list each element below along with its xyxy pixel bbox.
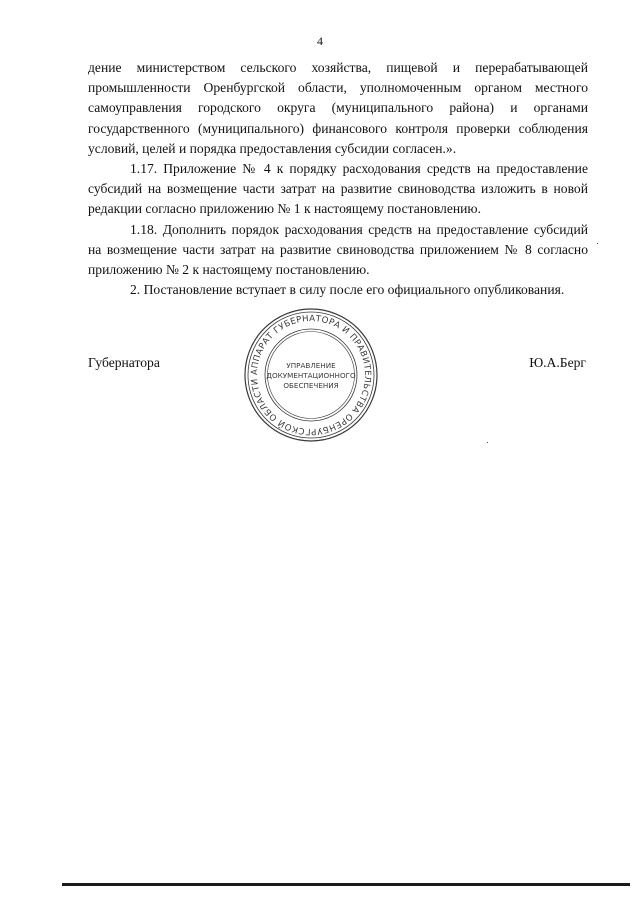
scan-speck (487, 442, 488, 443)
bottom-scan-edge (62, 883, 630, 886)
official-seal-stamp (243, 307, 379, 443)
document-body (88, 58, 588, 300)
paragraph-1-17: 1.17. Приложение № 4 к порядку расходования средств на предоставление субсидий на возмещение части затрат на развитие свиноводства изложить в новой редакции согласно приложению № 1 к настоящему постановлению. (88, 161, 588, 217)
seal-center-line-3: ОБЕСПЕЧЕНИЯ (283, 381, 339, 390)
seal-ring-text: АППАРАТ ГУБЕРНАТОРА И ПРАВИТЕЛЬСТВА ОРЕНБУРГСКОЙ ОБЛАСТИ (249, 313, 373, 437)
page-number: 4 (317, 34, 323, 48)
seal-center-line-1: УПРАВЛЕНИЕ (286, 361, 336, 370)
paragraph-1-18: 1.18. Дополнить порядок расходования средств на предоставление субсидий на возмещение части затрат на развитие свиноводства приложением № 8 согласно приложению № 2 к настоящему постановлению. (88, 221, 588, 278)
paragraph-continuation: дение министерством сельского хозяйства, пищевой и перерабатывающей промышленности Оренбургской области, уполномоченным органом местного самоуправления городского округа (муниципального района) и органами государственного (муниципального) финансового контроля проверки соблюдения условий, целей и порядка предоставления субсидии согласен.». (88, 60, 588, 156)
seal-center-line-2: ДОКУМЕНТАЦИОННОГО (266, 371, 356, 380)
signatory-name: Ю.А.Берг (529, 355, 586, 370)
paragraph-2: 2. Постановление вступает в силу после его официального опубликования. (130, 282, 565, 298)
scan-speck (597, 243, 598, 244)
signatory-title: Губернатора (88, 355, 160, 370)
